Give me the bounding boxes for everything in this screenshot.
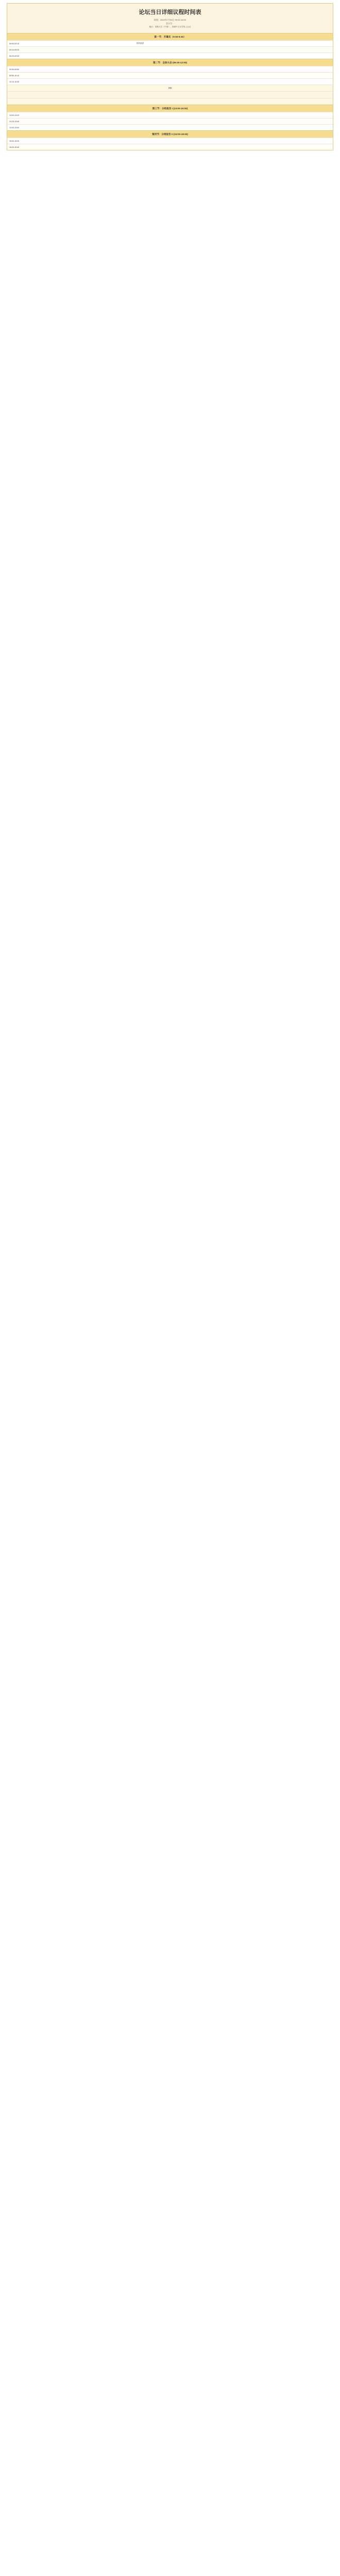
schedule-row [7,72,333,78]
schedule-row [7,144,333,150]
break-row [7,84,333,91]
row-time: 10:10-10:30 [9,80,20,83]
row-topic [42,127,238,129]
break-row [7,98,333,105]
schedule-row [7,53,333,59]
row-time: 13:20-13:40 [9,120,20,123]
row-topic: 领导致辞 [136,42,144,44]
section-bar: 第四节：分组报告 II (15:00-18:00) [7,131,333,138]
row-time: 13:00-13:20 [9,114,20,116]
break-label: 茶歇 [168,87,172,89]
schedule-row [7,124,333,130]
row-topic [42,69,238,71]
page-title: 论坛当日详细议程时间表 [139,9,201,15]
schedule-section [7,105,333,130]
row-time: 09:20-09:30 [9,55,20,57]
schedule-page [7,3,333,150]
meeting-time: 时间：2022年7月30日 09:00-18:00 [154,19,186,21]
section-bar: 第三节：分组报告 I (13:00-15:00) [7,105,333,112]
schedule-row [7,112,333,118]
schedule-row [7,40,333,46]
row-time: 09:00-09:10 [9,42,20,45]
row-time: 15:00-15:20 [9,140,20,142]
row-topic [42,140,238,142]
header [7,4,333,33]
section-bar: 第二节：全体大会 (09:30-12:00) [7,59,333,66]
row-topic [42,81,238,83]
schedule-section [7,33,333,59]
meeting-id: 会议号： [166,22,174,25]
row-topic [42,146,238,148]
schedule-section [7,130,333,150]
row-time: 09:10-09:20 [9,48,20,51]
row-time: 09:50-10:10 [9,74,20,77]
row-time: 13:40-14:00 [9,126,20,129]
row-topic [42,121,238,123]
meeting-location: 地点：香港大学（中国），香港中文大学线上会议 [149,26,191,28]
break-row [7,91,333,98]
schedule-row [7,66,333,72]
section-bar: 第一节：开幕式（9:00-9:30） [7,33,333,40]
schedule-row [7,78,333,84]
schedule-row [7,46,333,53]
schedule-row [7,118,333,124]
schedule-row [7,138,333,144]
schedule-section [7,59,333,105]
row-topic [42,55,238,57]
row-time: 09:30-09:50 [9,68,20,71]
row-time: 15:20-15:40 [9,146,20,148]
row-topic [42,114,238,116]
row-topic [42,75,238,77]
row-topic [42,49,238,51]
